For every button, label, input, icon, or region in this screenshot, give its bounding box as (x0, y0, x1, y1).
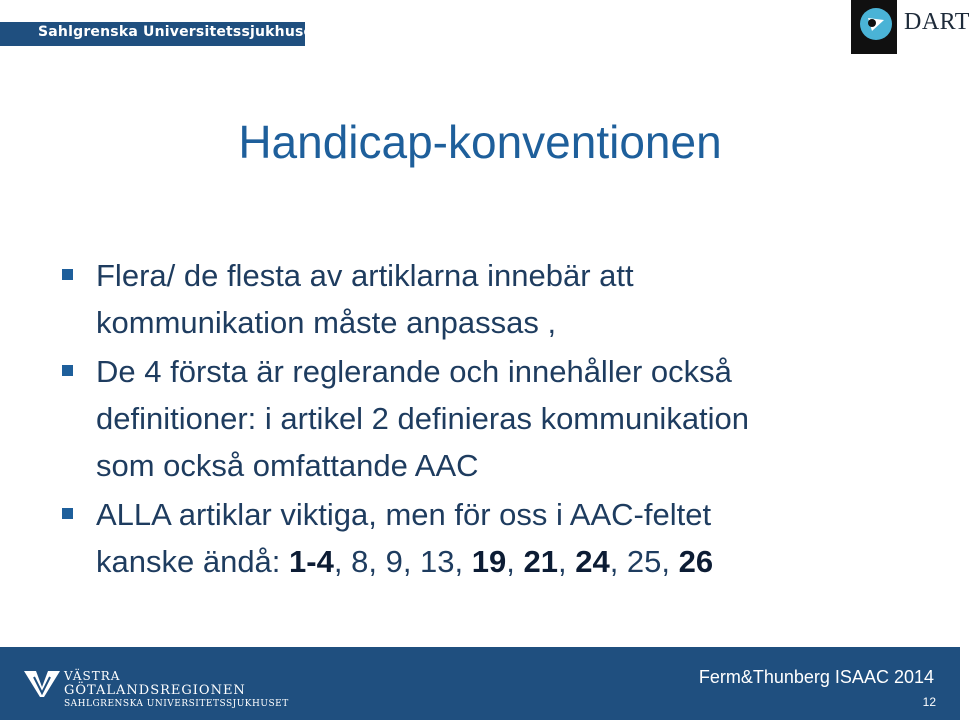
bullet-item (58, 252, 938, 346)
org-name-line3: SAHLGRENSKA UNIVERSITETSSJUKHUSET (64, 699, 289, 709)
square-bullet-icon (62, 508, 73, 519)
article-number: 26 (678, 544, 714, 579)
bullet-item (58, 348, 938, 489)
institution-name: Sahlgrenska Universitetssjukhuset (38, 24, 321, 40)
article-number: 1-4 (289, 544, 334, 579)
footer-band (0, 647, 960, 720)
bullet-text-line: ALLA artiklar viktiga, men för oss i AAC-feltet (96, 497, 712, 532)
slide-title: Handicap-konventionen (238, 116, 722, 168)
article-separator: , (661, 544, 679, 579)
org-name-line2: GÖTALANDSREGIONEN (64, 683, 246, 698)
article-number: 25 (626, 544, 662, 579)
bullet-text-line: definitioner: i artikel 2 definieras kommunikation (96, 401, 750, 436)
bullet-item (58, 491, 938, 585)
org-name-line1: VÄSTRA (64, 669, 121, 683)
bullet-text-line: som också omfattande AAC (96, 448, 479, 483)
article-separator: , (368, 544, 386, 579)
article-number: 24 (575, 544, 610, 579)
dart-logo-icon (851, 0, 897, 54)
footer-credit: Ferm&Thunberg ISAAC 2014 (698, 667, 934, 687)
article-separator: , (333, 544, 352, 579)
bullet-text-line: Flera/ de flesta av artiklarna innebär att (96, 258, 634, 293)
article-number: 13 (420, 544, 455, 579)
header-band (0, 22, 321, 46)
bullet-list (58, 252, 938, 587)
square-bullet-icon (62, 269, 73, 280)
square-bullet-icon (62, 365, 73, 376)
article-number: 8 (351, 544, 369, 579)
article-number: 21 (523, 544, 558, 579)
article-separator: , (402, 544, 421, 579)
dart-logo-text: DART (904, 9, 970, 35)
article-number: 9 (385, 544, 403, 579)
article-separator: , (609, 544, 627, 579)
article-separator: , (557, 544, 576, 579)
article-separator: , (454, 544, 472, 579)
article-separator: , (506, 544, 524, 579)
page-number: 12 (922, 695, 936, 709)
vgr-logo-icon (22, 667, 62, 706)
bullet-text-line: De 4 första är reglerande och innehåller också (96, 354, 732, 389)
dart-logo (851, 0, 970, 54)
article-number: 19 (471, 544, 507, 579)
bullet-text-line: kommunikation måste anpassas , (96, 305, 557, 340)
bullet-text-prefix: kanske ändå: (96, 544, 290, 579)
